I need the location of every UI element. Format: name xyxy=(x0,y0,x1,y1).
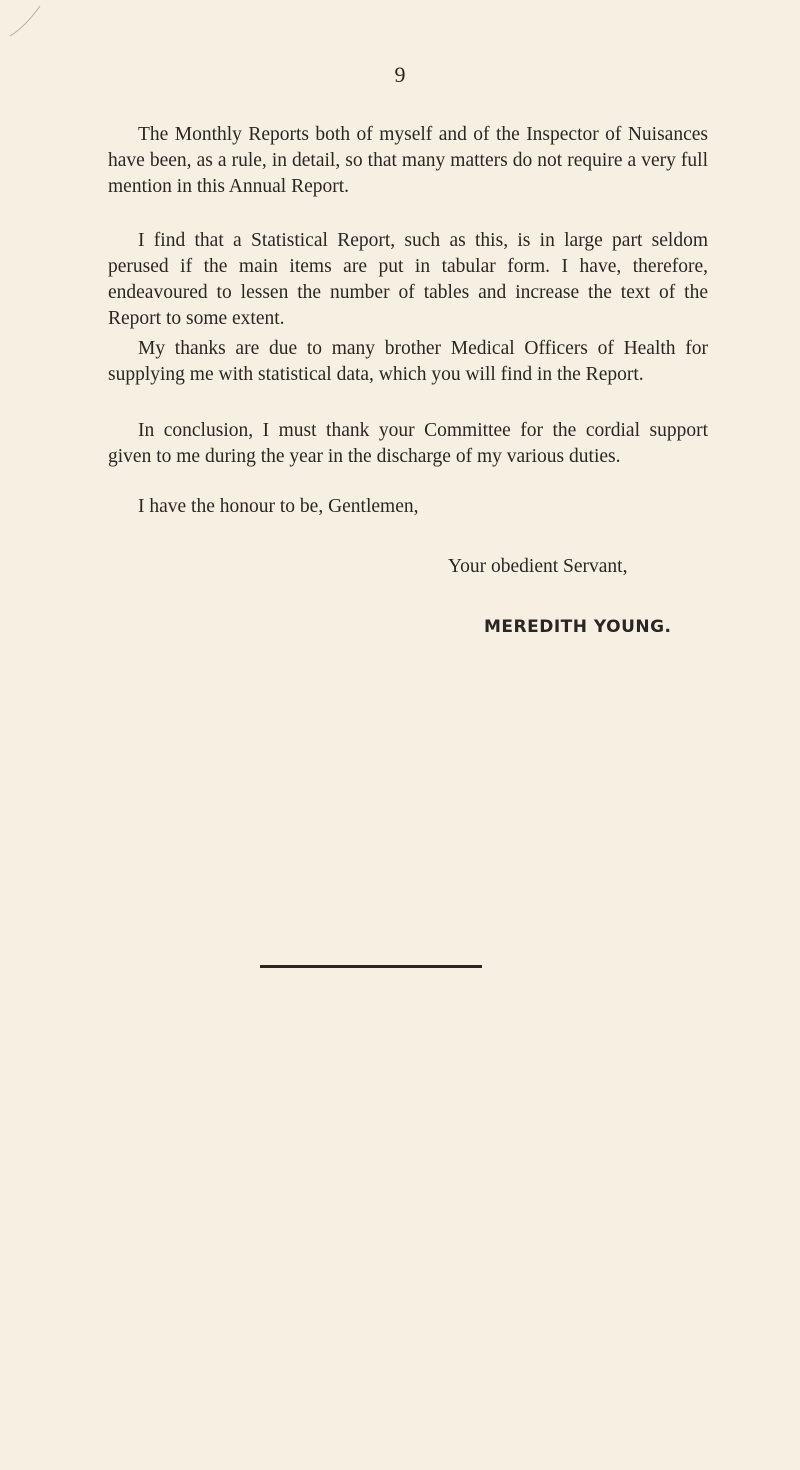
section-divider xyxy=(260,965,482,968)
page-number: 9 xyxy=(394,62,406,87)
paragraph-conclusion: In conclusion, I must thank your Committee for the cordial support given to me during the year in the discharge of my various duties. xyxy=(108,420,708,467)
paragraph-statistical-report: I find that a Statistical Report, such as this, is in large part seldom perused if the main items are put in tabular form. I have, therefore, endeavoured to lessen the number of tables and increase the text of the Report to some extent. xyxy=(108,230,708,329)
paragraph-monthly-reports: The Monthly Reports both of myself and of the Inspector of Nuisances have been, as a rule, in detail, so that many matters do not require a very full mention in this Annual Report. xyxy=(108,124,708,197)
closing-servant-line: Your obedient Servant, xyxy=(448,556,628,577)
pencil-mark-icon xyxy=(6,0,46,40)
closing-honour-line: I have the honour to be, Gentlemen, xyxy=(138,496,419,517)
paragraph-thanks: My thanks are due to many brother Medical Officers of Health for supplying me with statistical data, which you will find in the Report. xyxy=(108,338,708,385)
signature: MEREDITH YOUNG. xyxy=(484,617,672,637)
